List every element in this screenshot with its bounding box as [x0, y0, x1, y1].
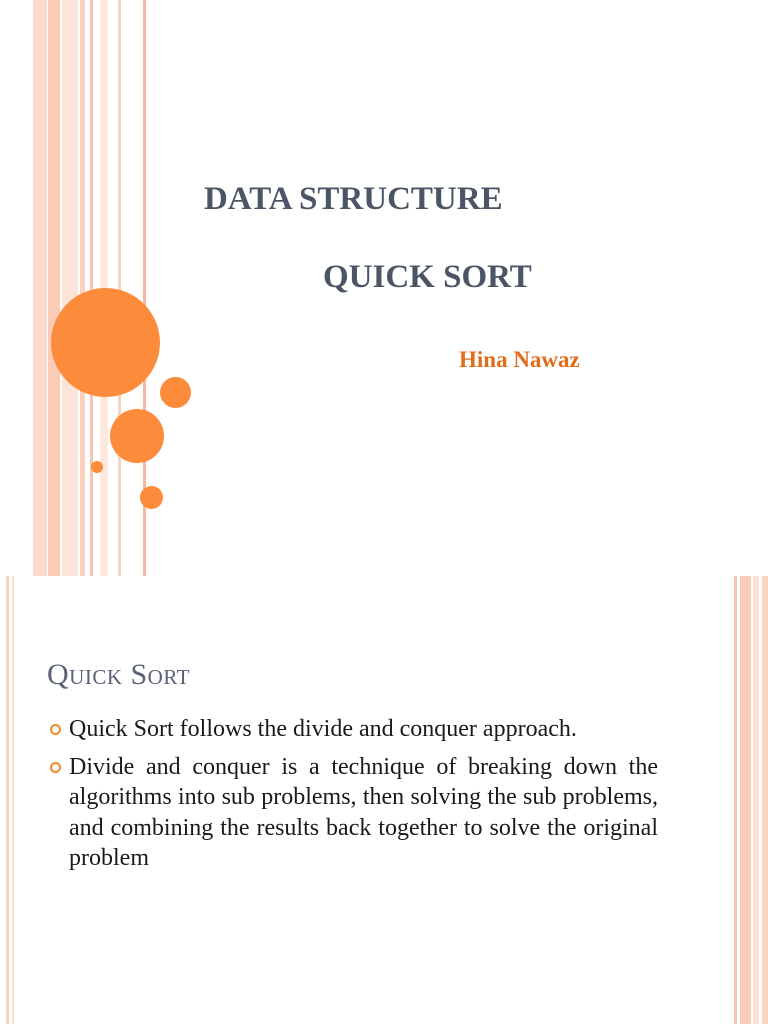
decorative-stripe — [80, 0, 85, 576]
decorative-circle-large — [51, 288, 160, 397]
author-name: Hina Nawaz — [459, 347, 580, 372]
slide-heading: Quick Sort — [47, 658, 190, 691]
decorative-stripe — [33, 0, 47, 576]
ring-bullet-icon — [50, 724, 61, 735]
decorative-circle — [140, 486, 163, 509]
bullet-text: Quick Sort follows the divide and conquer approach. — [69, 716, 577, 742]
bullet-list — [48, 714, 658, 881]
decorative-stripe — [753, 576, 759, 1024]
bullet-item — [48, 714, 658, 745]
decorative-stripe — [62, 0, 78, 576]
decorative-stripe — [762, 576, 768, 1024]
bullet-item — [48, 752, 658, 874]
decorative-stripe — [118, 0, 121, 576]
decorative-stripe — [12, 576, 14, 1024]
decorative-stripe — [6, 576, 9, 1024]
slide-title-line2: QUICK SORT — [323, 259, 532, 295]
ring-bullet-icon — [50, 762, 61, 773]
content-slide — [0, 576, 768, 1024]
decorative-stripe — [48, 0, 60, 576]
slide-title-line1: DATA STRUCTURE — [204, 181, 503, 217]
decorative-stripe — [734, 576, 737, 1024]
bullet-text: Divide and conquer is a technique of breaking down the algorithms into sub problems, then solving the sub problems, and combining the results back together to solve the original problem — [69, 753, 658, 871]
decorative-circle-tiny — [91, 461, 103, 473]
decorative-stripe — [740, 576, 751, 1024]
decorative-circle — [110, 409, 164, 463]
decorative-circle — [160, 377, 191, 408]
decorative-stripe — [90, 0, 93, 576]
